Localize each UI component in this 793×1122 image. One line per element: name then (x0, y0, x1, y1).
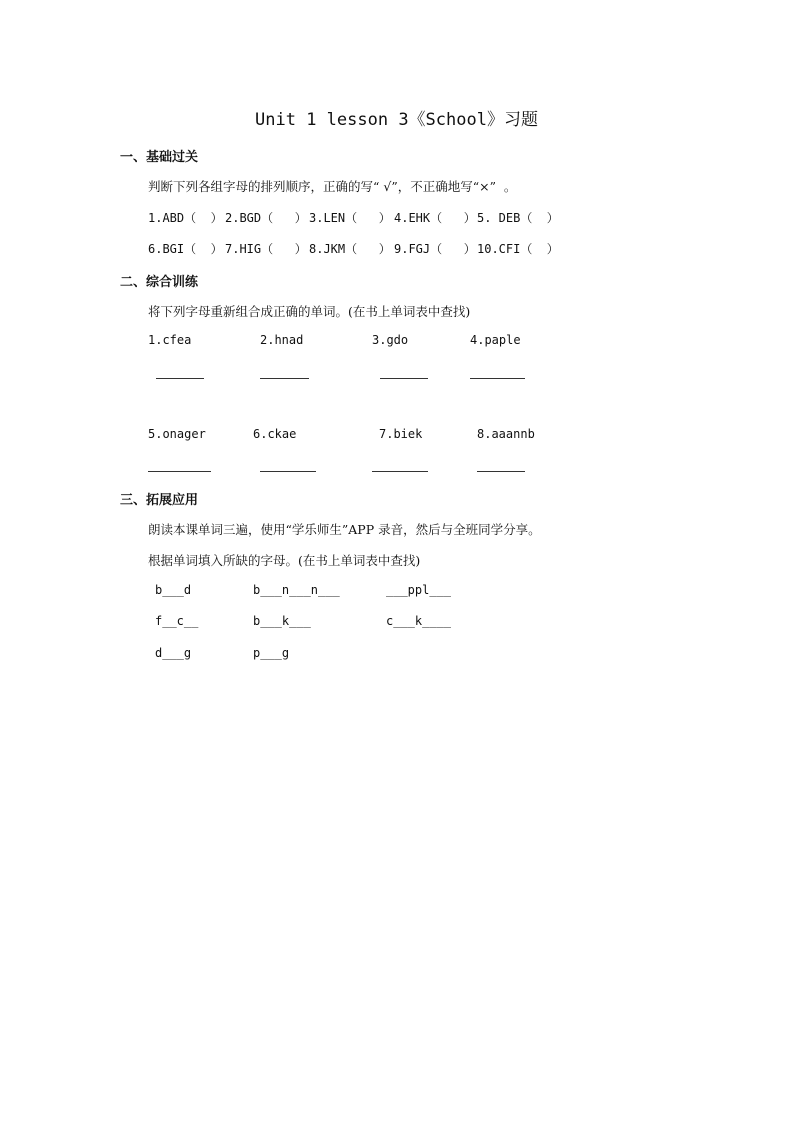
fill-word: b___k___ (253, 614, 311, 628)
section-3-line-2: 根据单词填入所缺的字母。(在书上单词表中查找) (148, 553, 421, 568)
order-item: 8.JKM（ ） (309, 242, 391, 256)
answer-blank (156, 378, 204, 379)
scrambled-word: 3.gdo (372, 333, 409, 347)
order-item: 7.HIG（ ） (225, 242, 307, 256)
answer-blank (477, 471, 525, 472)
answer-blank (470, 378, 525, 379)
page-title: Unit 1 lesson 3《School》习题 (255, 110, 538, 130)
fill-word: d___g (155, 646, 192, 660)
scrambled-word: 2.hnad (260, 333, 304, 347)
scrambled-word: 5.onager (148, 427, 206, 441)
order-item: 6.BGI（ ） (148, 242, 223, 256)
order-item: 5. DEB（ ） (477, 211, 559, 225)
section-1-instruction: 判断下列各组字母的排列顺序，正确的写“ √”，不正确地写“×” 。 (148, 179, 517, 194)
scrambled-word: 6.ckae (253, 427, 297, 441)
answer-blank (380, 378, 428, 379)
section-3-line-1: 朗读本课单词三遍，使用“学乐师生”APP 录音，然后与全班同学分享。 (148, 522, 541, 537)
answer-blank (260, 471, 316, 472)
fill-word: ___ppl___ (386, 583, 452, 597)
order-item: 10.CFI（ ） (477, 242, 559, 256)
answer-blank (148, 471, 211, 472)
fill-word: c___k____ (386, 614, 452, 628)
scrambled-word: 7.biek (379, 427, 423, 441)
fill-word: b___n___n___ (253, 583, 340, 597)
fill-word: b___d (155, 583, 192, 597)
order-item: 4.EHK（ ） (394, 211, 476, 225)
fill-word: f__c__ (155, 614, 199, 628)
order-item: 2.BGD（ ） (225, 211, 307, 225)
scrambled-word: 4.paple (470, 333, 521, 347)
scrambled-word: 1.cfea (148, 333, 192, 347)
order-item: 1.ABD（ ） (148, 211, 223, 225)
answer-blank (260, 378, 309, 379)
order-item: 9.FGJ（ ） (394, 242, 476, 256)
answer-blank (372, 471, 428, 472)
fill-word: p___g (253, 646, 290, 660)
order-item: 3.LEN（ ） (309, 211, 391, 225)
section-2-instruction: 将下列字母重新组合成正确的单词。(在书上单词表中查找) (148, 304, 471, 319)
section-2-heading: 二、综合训练 (120, 275, 199, 290)
scrambled-word: 8.aaannb (477, 427, 535, 441)
section-1-heading: 一、基础过关 (120, 150, 199, 165)
section-3-heading: 三、拓展应用 (120, 493, 199, 508)
